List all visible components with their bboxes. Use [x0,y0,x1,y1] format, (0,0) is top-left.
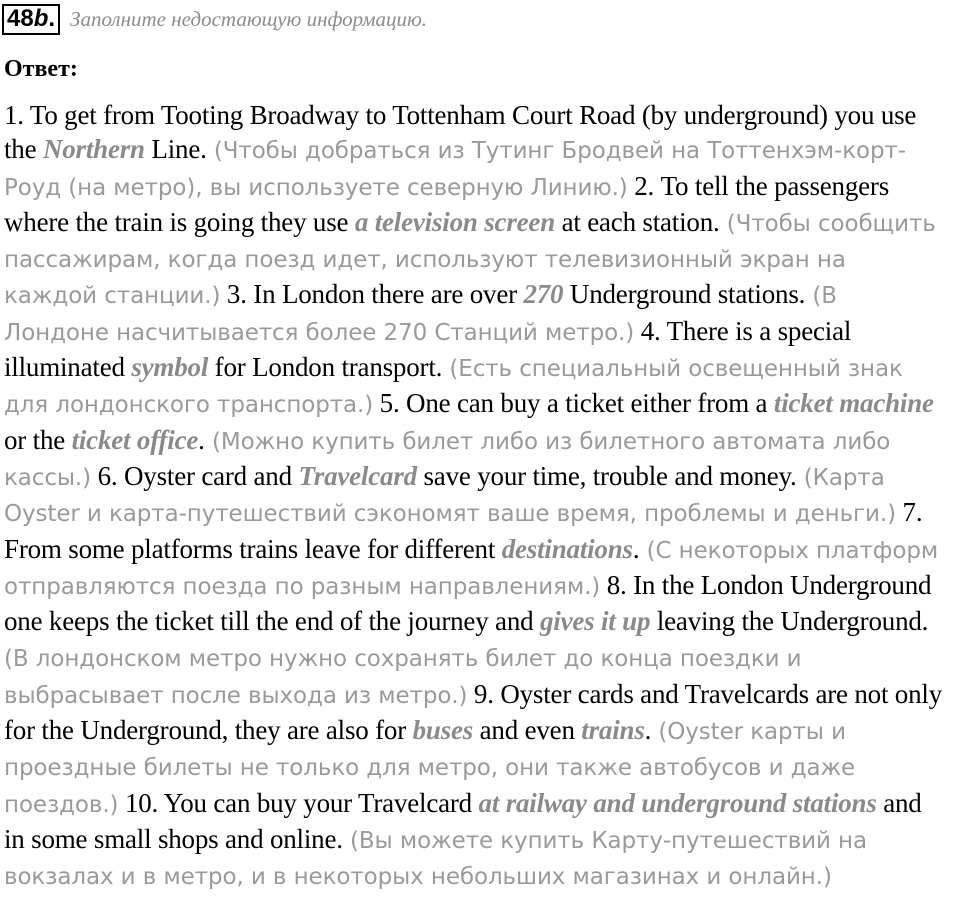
filled-answer: destinations [501,533,633,564]
answer-item-4: 4. There is a special illuminated symbol for London transport. (Есть специальный освещенный знак для лондонского транспорта.) [4,315,903,419]
filled-answer: Northern [42,134,145,165]
filled-answer: at railway and underground stations [478,787,877,818]
filled-answer: 270 [523,279,564,310]
translation: (В Лондоне насчитывается более 270 Станций метро.) [4,283,837,346]
translation: (Чтобы добраться из Тутинг Бродвей на Тоттенхэм-корт-Роуд (на метро), вы используете северную Линию.) [4,138,906,201]
filled-answer: a television screen [354,206,556,237]
translation: (С некоторых платформ отправляются поезда по разным направлениям.) [4,537,939,600]
answer-item-5: 5. One can buy a ticket either from a ticket machine or the ticket office. (Можно купить билет либо из билетного автомата либо кассы.) [4,388,934,491]
filled-answer: ticket machine [773,388,934,419]
filled-answer: trains [581,715,645,746]
filled-answer: gives it up [539,606,651,637]
filled-answer: symbol [131,352,209,383]
answer-item-6: 6. Oyster card and Travelcard save your time, trouble and money. (Карта Oyster и карта-путешествий сэкономят ваше время, проблемы и деньги.) [4,460,896,528]
answer-text [4,98,946,895]
translation: (В лондонском метро нужно сохранять билет до конца поездки и выбрасывает после выхода из метро.) [4,646,802,709]
translation: (Можно купить билет либо из билетного автомата либо кассы.) [4,428,891,491]
translation: (Oyster карты и проездные билеты не только для метро, они также автобусов и даже поездов.) [4,719,856,818]
translation: (Вы можете купить Карту-путешествий на вокзалах и в метро, и в некоторых небольших магазинах и онлайн.) [4,827,867,891]
answer-item-9: 9. Oyster cards and Travelcards are not only for the Underground, they are also for buses and even trains. (Oyster карты и проездные билеты не только для метро, они также автобусов и даже поездов.) [4,678,943,818]
task-letter: b [33,5,49,32]
translation: (Есть специальный освещенный знак для лондонского транспорта.) [4,356,903,419]
filled-answer: ticket office [71,424,199,455]
answer-item-7: 7. From some platforms trains leave for different destinations. (С некоторых платформ отправляются поезда по разным направлениям.) [4,497,939,600]
answer-item-1: 1. To get from Tooting Broadway to Tottenham Court Road (by underground) you use the Northern Line. (Чтобы добраться из Тутинг Бродвей на Тоттенхэм-корт-Роуд (на метро), вы используете северную Линию.) [4,100,917,201]
translation: (Карта Oyster и карта-путешествий сэкономят ваше время, проблемы и деньги.) [4,464,896,528]
task-number-box [2,4,60,35]
filled-answer: Travelcard [298,460,417,491]
filled-answer: buses [412,715,474,746]
task-header [2,4,427,35]
translation: (Чтобы сообщить пассажирам, когда поезд идет, используют телевизионный экран на каждой станции.) [4,210,936,310]
task-number: 48 [7,5,34,32]
answer-item-2: 2. To tell the passengers where the train is going they use a television screen at each station. (Чтобы сообщить пассажирам, когда поезд идет, используют телевизионный экран на каждой станции.) [4,170,936,310]
answer-item-8: 8. In the London Underground one keeps the ticket till the end of the journey and gives it up leaving the Underground. (В лондонском метро нужно сохранять билет до конца поездки и выбрасывает после выхода из метро.) [4,569,932,709]
answer-item-10: 10. You can buy your Travelcard at railway and underground stations and in some small shops and online. (Вы можете купить Карту-путешествий на вокзалах и в метро, и в некоторых небольших магазинах и онлайн.) [4,787,922,891]
task-suffix: . [48,5,56,32]
task-instruction: Заполните недостающую информацию. [70,7,428,31]
answer-label: Ответ: [4,56,78,82]
answer-item-3: 3. In London there are over 270 Underground stations. (В Лондоне насчитывается более 270 Станций метро.) [4,279,837,346]
